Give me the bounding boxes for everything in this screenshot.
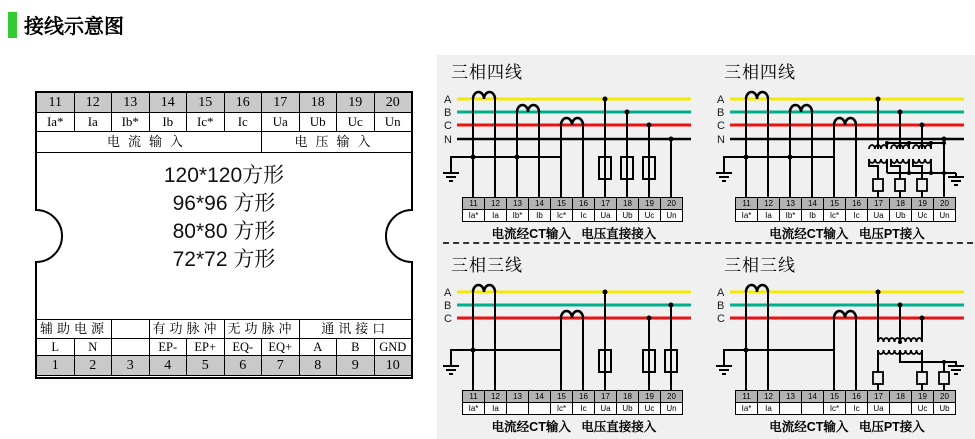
- terminal-number: 12: [485, 198, 507, 210]
- terminal-label: Ia*: [37, 113, 75, 132]
- terminal-number: 15: [824, 198, 846, 210]
- junction-dots: [471, 97, 674, 160]
- terminal-strip: [735, 197, 956, 222]
- phase-labels: [717, 287, 725, 325]
- ground-icon: [443, 366, 459, 374]
- terminal-number: 2: [74, 356, 112, 376]
- terminal-number: 12: [74, 93, 112, 113]
- spacer-cell: [112, 320, 150, 339]
- phase-label: B: [444, 300, 452, 312]
- size-line: 96*96 方形: [172, 192, 276, 215]
- phase-label: A: [444, 287, 452, 299]
- reactive-pulse-group: 无功脉冲: [224, 320, 299, 339]
- terminal-number: 13: [112, 93, 150, 113]
- wiring-canvas: [443, 79, 705, 197]
- strip-label-row: [463, 210, 683, 222]
- diagram-caption: 电流经CT输入 电压PT接入: [769, 420, 925, 434]
- panel-bottom-group-row: [37, 320, 412, 339]
- terminal-label: Ib*: [507, 210, 529, 222]
- ct-coils: [473, 92, 583, 125]
- phase-label: C: [717, 120, 725, 132]
- strip-number-row: [736, 198, 956, 210]
- terminal-label: Ic: [846, 210, 868, 222]
- terminal-number: 7: [262, 356, 300, 376]
- wiring-canvas: [716, 272, 975, 390]
- terminal-label: L: [37, 339, 75, 356]
- terminal-number: 17: [595, 198, 617, 210]
- ct-coils: [746, 285, 856, 318]
- terminal-number: 14: [802, 198, 824, 210]
- diagram-3p3w-direct: [443, 250, 705, 439]
- terminal-label: EP+: [187, 339, 225, 356]
- phase-label: C: [444, 120, 452, 132]
- meter-panel: [36, 92, 412, 376]
- terminal-label: Ia*: [463, 403, 485, 415]
- terminal-number: 17: [595, 391, 617, 403]
- strip-number-row: [736, 391, 956, 403]
- current-input-group: 电流输入: [37, 132, 262, 153]
- terminal-number: 17: [868, 198, 890, 210]
- phase-labels: [444, 94, 452, 146]
- terminal-label: Ic*: [551, 403, 573, 415]
- terminal-number: 19: [639, 391, 661, 403]
- terminal-number: 18: [617, 198, 639, 210]
- terminal-number: 11: [463, 391, 485, 403]
- phase-label: B: [717, 300, 725, 312]
- terminal-number: 11: [37, 93, 75, 113]
- case-size-list: [36, 162, 412, 274]
- terminal-label: EQ-: [224, 339, 262, 356]
- terminal-label: Ib*: [780, 210, 802, 222]
- terminal-label: EQ+: [262, 339, 300, 356]
- terminal-label: Uc: [337, 113, 375, 132]
- terminal-label: Ua: [595, 210, 617, 222]
- terminal-label: Ib: [802, 210, 824, 222]
- terminal-label: [802, 403, 824, 415]
- terminal-number: 1: [37, 356, 75, 376]
- terminal-label: Ub: [299, 113, 337, 132]
- junction-dots: [471, 290, 674, 353]
- diagram-caption: 电流经CT输入 电压直接接入: [491, 227, 657, 241]
- fuses: [873, 179, 927, 191]
- terminal-number: 19: [912, 391, 934, 403]
- terminal-label: Uc: [912, 403, 934, 415]
- terminal-number: 14: [529, 198, 551, 210]
- terminal-label: Ub: [934, 403, 956, 415]
- terminal-label: EP-: [149, 339, 187, 356]
- ct-coils: [746, 92, 856, 125]
- terminal-number: 13: [507, 198, 529, 210]
- strip-number-row: [463, 198, 683, 210]
- terminal-label: Ia*: [463, 210, 485, 222]
- terminal-number: 20: [374, 93, 412, 113]
- wiring-canvas: [443, 272, 705, 390]
- diagram-3p3w-pt: [716, 250, 975, 439]
- terminal-label: Ib: [149, 113, 187, 132]
- fuses: [599, 350, 677, 372]
- terminal-label: Ua: [868, 403, 890, 415]
- terminal-number: 16: [846, 198, 868, 210]
- terminal-number: 5: [187, 356, 225, 376]
- terminal-label: Ia*: [736, 210, 758, 222]
- terminal-label: N: [74, 339, 112, 356]
- terminal-label: Un: [661, 403, 683, 415]
- terminal-label: [529, 403, 551, 415]
- terminal-number: 19: [639, 198, 661, 210]
- title-accent-bar: [8, 12, 17, 38]
- terminal-number: 6: [224, 356, 262, 376]
- diagram-caption: 电流经CT输入 电压PT接入: [769, 227, 925, 241]
- terminal-label: Ia: [74, 113, 112, 132]
- phase-label: A: [444, 94, 452, 106]
- terminal-label: Un: [374, 113, 412, 132]
- terminal-label: Ub: [890, 210, 912, 222]
- voltage-input-group: 电压输入: [262, 132, 412, 153]
- terminal-label: Ic*: [824, 210, 846, 222]
- terminal-number: 16: [224, 93, 262, 113]
- phase-labels: [444, 287, 452, 325]
- terminal-number: 17: [262, 93, 300, 113]
- terminal-label: Ic: [573, 403, 595, 415]
- phase-label: C: [444, 313, 452, 325]
- wires: [451, 99, 671, 197]
- terminal-label: Ia: [758, 210, 780, 222]
- terminal-number: 9: [337, 356, 375, 376]
- terminal-label: Ua: [262, 113, 300, 132]
- wiring-canvas: [716, 79, 975, 197]
- terminal-label: Ic: [224, 113, 262, 132]
- terminal-number: 14: [149, 93, 187, 113]
- terminal-label: Ia: [485, 403, 507, 415]
- terminal-number: 12: [485, 391, 507, 403]
- phase-label: A: [717, 94, 725, 106]
- active-pulse-group: 有功脉冲: [149, 320, 224, 339]
- terminal-number: 16: [846, 391, 868, 403]
- fuses: [873, 372, 949, 384]
- terminal-number: 12: [758, 198, 780, 210]
- size-line: 80*80 方形: [172, 220, 276, 243]
- terminal-number: 13: [780, 198, 802, 210]
- terminal-number: 15: [187, 93, 225, 113]
- terminal-label: Ic: [846, 403, 868, 415]
- strip-label-row: [463, 403, 683, 415]
- panel-top-number-row: [37, 93, 412, 113]
- terminal-number: 16: [573, 198, 595, 210]
- panel-top-terminal-table: [36, 92, 412, 153]
- terminal-number: 14: [802, 391, 824, 403]
- terminal-label: Ub: [617, 403, 639, 415]
- diagram-title: 三相四线: [451, 63, 523, 82]
- diagram-title: 三相三线: [451, 256, 523, 275]
- terminal-number: 11: [736, 391, 758, 403]
- terminal-number: 18: [890, 198, 912, 210]
- phase-labels: [717, 94, 725, 146]
- terminal-label: Ic*: [551, 210, 573, 222]
- strip-number-row: [463, 391, 683, 403]
- diagram-title: 三相四线: [724, 63, 796, 82]
- terminal-label: Ic*: [824, 403, 846, 415]
- phase-label: N: [717, 134, 725, 146]
- panel-bottom-number-row: [37, 356, 412, 376]
- terminal-number: 20: [934, 391, 956, 403]
- ct-coils: [473, 285, 583, 318]
- diagram-title: 三相三线: [724, 256, 796, 275]
- page-header: [8, 10, 124, 39]
- diagram-3p4w-direct: [443, 57, 705, 247]
- panel-bottom-label-row: [37, 339, 412, 356]
- terminal-label: [780, 403, 802, 415]
- size-line: 72*72 方形: [172, 248, 276, 271]
- phase-label: B: [444, 107, 452, 119]
- strip-label-row: [736, 210, 956, 222]
- terminal-number: 16: [573, 391, 595, 403]
- terminal-number: 15: [551, 198, 573, 210]
- strip-label-row: [736, 403, 956, 415]
- terminal-strip: [735, 390, 956, 415]
- terminal-label: Ic*: [187, 113, 225, 132]
- terminal-number: 15: [551, 391, 573, 403]
- terminal-label: GND: [374, 339, 412, 356]
- terminal-label: Ia: [758, 403, 780, 415]
- terminal-number: 14: [529, 391, 551, 403]
- terminal-number: 12: [758, 391, 780, 403]
- terminal-number: 8: [299, 356, 337, 376]
- terminal-number: 20: [934, 198, 956, 210]
- terminal-label: Ic: [573, 210, 595, 222]
- terminal-label: Ia: [485, 210, 507, 222]
- terminal-label: Un: [661, 210, 683, 222]
- terminal-number: 18: [299, 93, 337, 113]
- page-title: 接线示意图: [24, 16, 124, 38]
- terminal-number: 19: [337, 93, 375, 113]
- terminal-label: Ub: [617, 210, 639, 222]
- terminal-number: 18: [890, 391, 912, 403]
- terminal-label: Ia*: [736, 403, 758, 415]
- phase-label: C: [717, 313, 725, 325]
- terminal-label: Ib*: [112, 113, 150, 132]
- terminal-strip: [462, 197, 683, 222]
- terminal-label: Uc: [639, 210, 661, 222]
- diagram-caption: 电流经CT输入 电压直接接入: [491, 420, 657, 434]
- terminal-label: Uc: [912, 210, 934, 222]
- terminal-label: A: [299, 339, 337, 356]
- terminal-number: 17: [868, 391, 890, 403]
- terminal-label: [507, 403, 529, 415]
- terminal-number: 13: [780, 391, 802, 403]
- panel-bottom-terminal-table: [36, 319, 412, 376]
- panel-top-group-row: [37, 132, 412, 153]
- terminal-number: 11: [463, 198, 485, 210]
- terminal-number: 15: [824, 391, 846, 403]
- terminal-number: 13: [507, 391, 529, 403]
- diagram-3p4w-pt: [716, 57, 975, 247]
- terminal-number: 10: [374, 356, 412, 376]
- terminal-label: Uc: [639, 403, 661, 415]
- terminal-strip: [462, 390, 683, 415]
- phase-label: N: [444, 134, 452, 146]
- ground-icon: [443, 173, 459, 181]
- terminal-label: Ua: [868, 210, 890, 222]
- phase-label: B: [717, 107, 725, 119]
- terminal-label: [112, 339, 150, 356]
- terminal-label: Ib: [529, 210, 551, 222]
- terminal-number: 3: [112, 356, 150, 376]
- phase-label: A: [717, 287, 725, 299]
- terminal-number: 11: [736, 198, 758, 210]
- terminal-number: 19: [912, 198, 934, 210]
- panel-top-label-row: [37, 113, 412, 132]
- wires: [724, 99, 956, 197]
- terminal-number: 18: [617, 391, 639, 403]
- terminal-number: 20: [661, 391, 683, 403]
- terminal-label: [890, 403, 912, 415]
- terminal-label: Ua: [595, 403, 617, 415]
- terminal-label: Un: [934, 210, 956, 222]
- aux-power-group: 辅助电源: [37, 320, 112, 339]
- terminal-number: 4: [149, 356, 187, 376]
- wires: [451, 292, 671, 390]
- comm-port-group: 通讯接口: [299, 320, 412, 339]
- size-line: 120*120方形: [163, 164, 285, 187]
- terminal-number: 20: [661, 198, 683, 210]
- terminal-label: B: [337, 339, 375, 356]
